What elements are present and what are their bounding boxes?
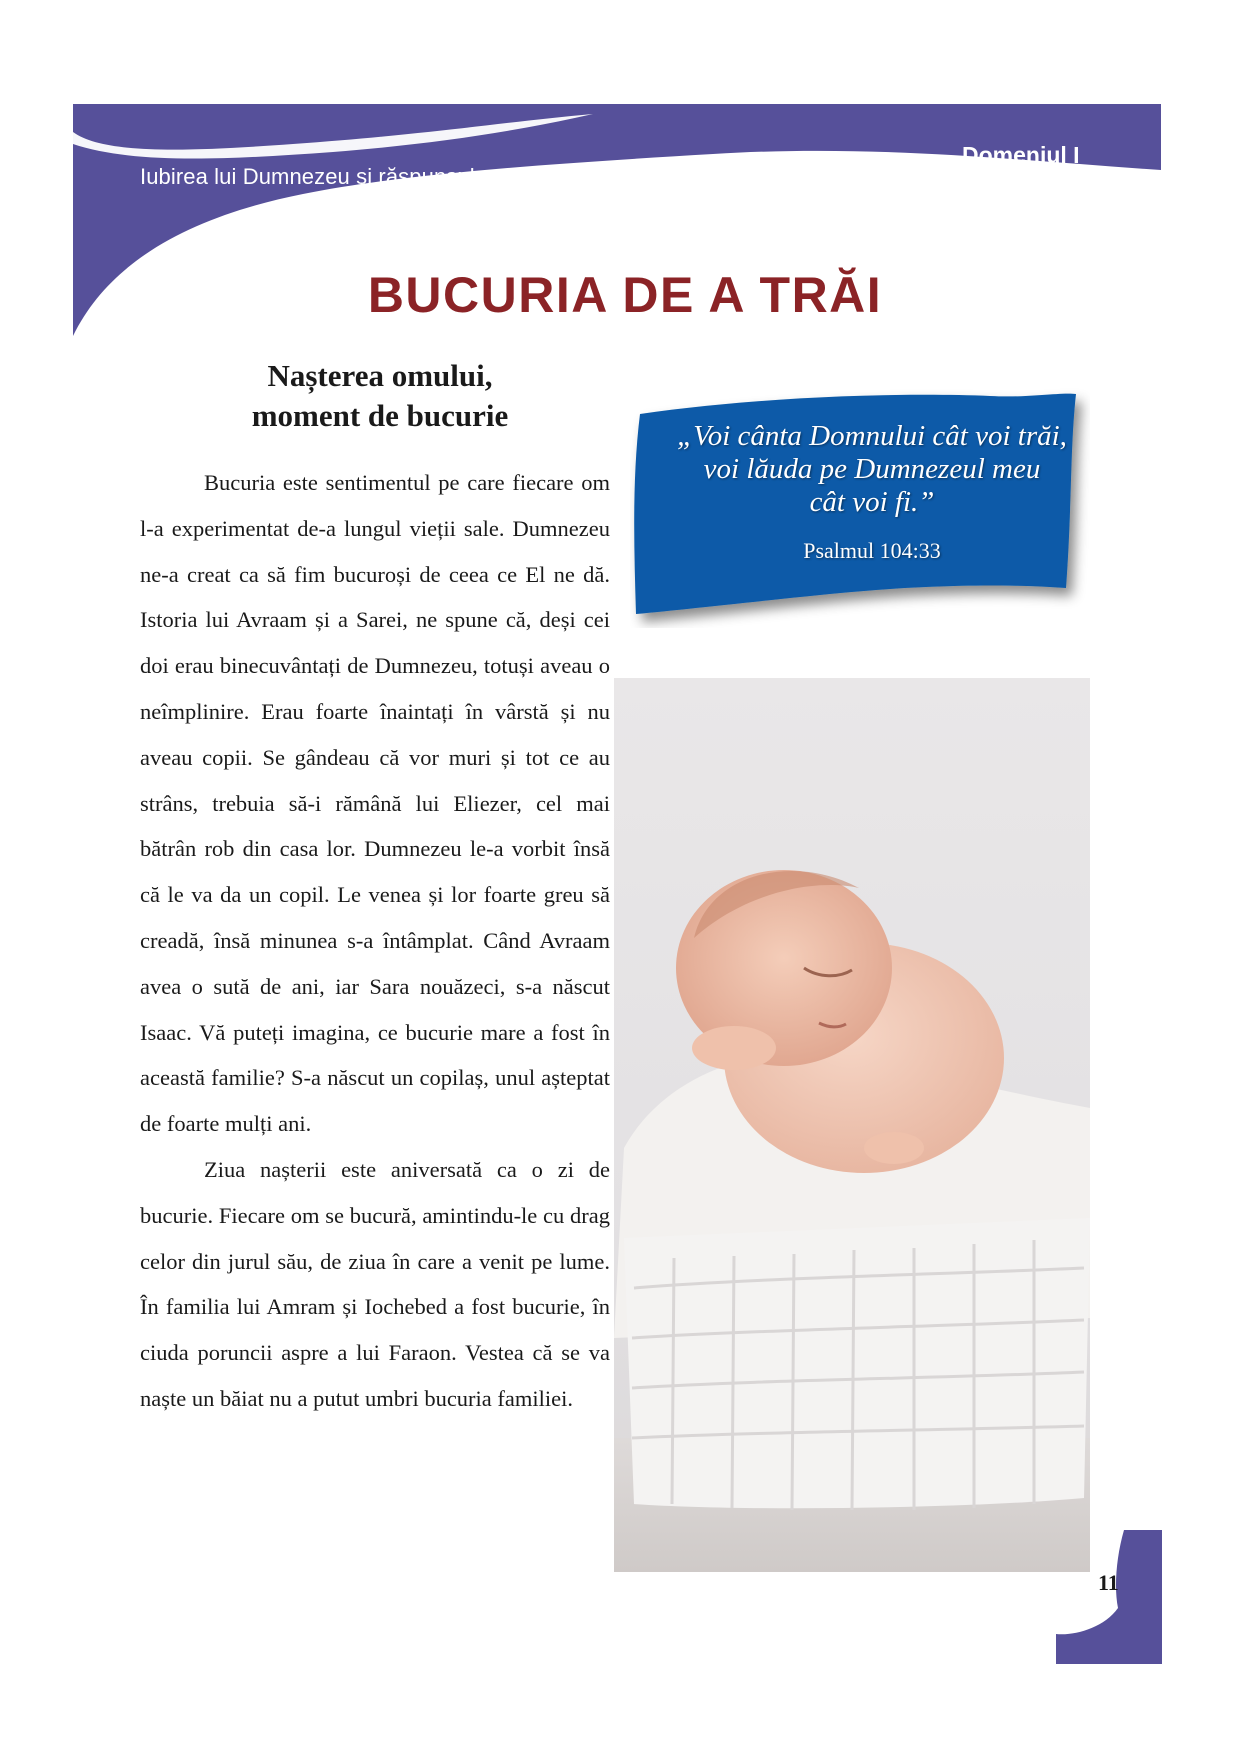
quote-line-3: cât voi fi.” [809,486,935,518]
page-number: 11 [1098,1570,1119,1595]
baby-photo [614,678,1090,1572]
section-heading [200,356,560,436]
body-paragraph-1: Bucuria este sentimentul pe care fiecare om l-a experimentat de-a lungul vieții sale. Dumnezeu ne-a creat ca să fim bucuroși de ceea ce El ne dă. Istoria lui Avraam și a Sarei, ne spune că, deși cei doi erau binecuvântați de Dumnezeu, totuși aveau o neîmplinire. Erau foarte înaintați în vârstă și nu aveau copii. Se gândeau că vor muri și tot ce au strâns, trebuia să-i rămână lui Eliezer, cel mai bătrân rob din casa lor. Dumnezeu le-a vorbit însă că le va da un copil. Le venea și lor foarte greu să creadă, însă minunea s-a întâmplat. Când Avraam avea o sută de ani, iar Sara nouăzeci, s-a născut Isaac. Vă puteți imagina, ce bucurie mare a fost în această familie? S-a născut un copilaș, unul așteptat de foarte mulți ani. [140,470,610,1137]
body-paragraph-2: Ziua nașterii este aniversată ca o zi de bucurie. Fiecare om se bucură, amintindu-le cu drag celor din jurul său, de ziua în care a venit pe lume. În familia lui Amram și Iochebed a fost bucurie, în ciuda poruncii aspre a lui Faraon. Vestea că se va naște un băiat nu a putut umbri bucuria familiei. [140,1156,610,1411]
quote-reference: Psalmul 104:33 [803,538,941,563]
page-title: BUCURIA DE A TRĂI [367,267,883,323]
quote-line-1: „Voi cânta Domnului cât voi trăi, [677,420,1067,452]
header-domain-label: Domeniul I [962,142,1080,168]
page-corner-tab [1054,1528,1164,1669]
quote-line-2: voi lăuda pe Dumnezeul meu [703,453,1041,485]
header-domain-subtitle: Iubirea lui Dumnezeu și răspunsul omului [140,164,547,189]
body-text [140,460,610,1422]
quote-text [672,420,1072,519]
section-heading-line2: moment de bucurie [251,398,509,433]
section-heading-line1: Nașterea omului, [267,358,493,393]
